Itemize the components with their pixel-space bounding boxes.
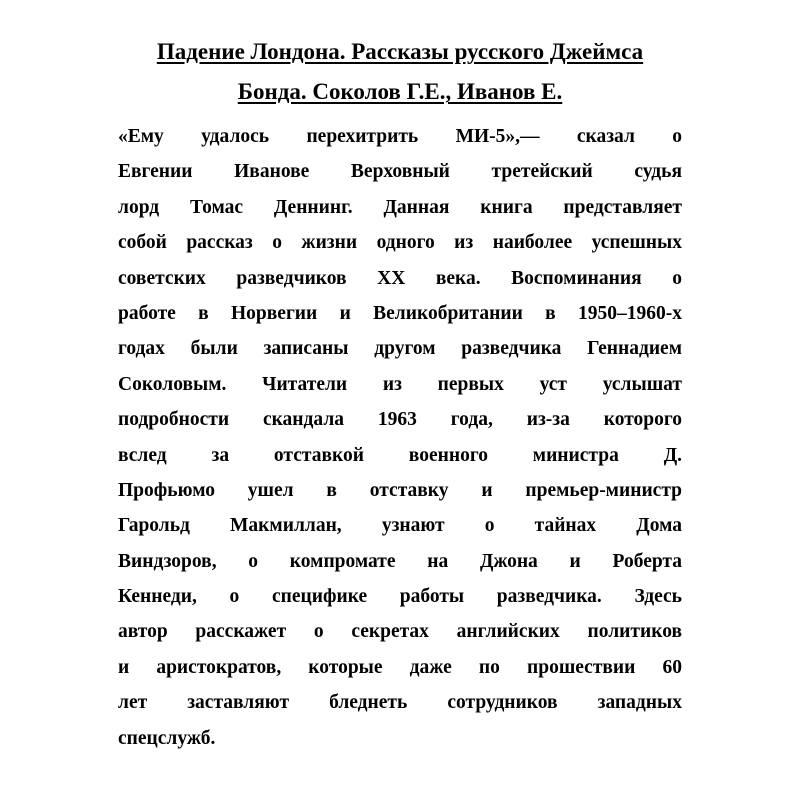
body-line-last: спецслужб.	[118, 727, 216, 749]
body-paragraph	[118, 119, 682, 756]
body-line: вслед за отставкой военного министра Д.	[118, 444, 682, 466]
body-line: Евгении Иванове Верховный третейский судья	[118, 161, 682, 183]
body-line: «Ему удалось перехитрить МИ-5»,— сказал о	[118, 126, 682, 147]
body-line: Виндзоров, о компромате на Джона и Роберта	[118, 550, 682, 572]
title-line-1: Падение Лондона. Рассказы русского Джеймса	[156, 39, 644, 64]
body-line: Профьюмо ушел в отставку и премьер-министр	[118, 479, 682, 501]
body-line: лорд Томас Деннинг. Данная книга представляет	[118, 196, 682, 218]
body-line: годах были записаны другом разведчика Геннадием	[118, 338, 682, 360]
body-line: Гарольд Макмиллан, узнают о тайнах Дома	[118, 515, 682, 537]
body-line: собой рассказ о жизни одного из наиболее успешных	[118, 232, 682, 254]
body-line: Соколовым. Читатели из первых уст услышат	[118, 373, 682, 395]
body-line: работе в Норвегии и Великобритании в 1950–1960-х	[118, 302, 682, 324]
body-line: лет заставляют бледнеть сотрудников западных	[118, 692, 682, 714]
body-line: автор расскажет о секретах английских политиков	[118, 621, 682, 643]
body-line: советских разведчиков XX века. Воспоминания о	[118, 267, 682, 289]
body-line: подробности скандала 1963 года, из-за которого	[118, 409, 682, 431]
body-line: и аристократов, которые даже по прошествии 60	[118, 656, 682, 678]
body-line: Кеннеди, о специфике работы разведчика. Здесь	[118, 586, 682, 608]
title-line-2: Бонда. Соколов Г.Е., Иванов Е.	[237, 79, 563, 104]
